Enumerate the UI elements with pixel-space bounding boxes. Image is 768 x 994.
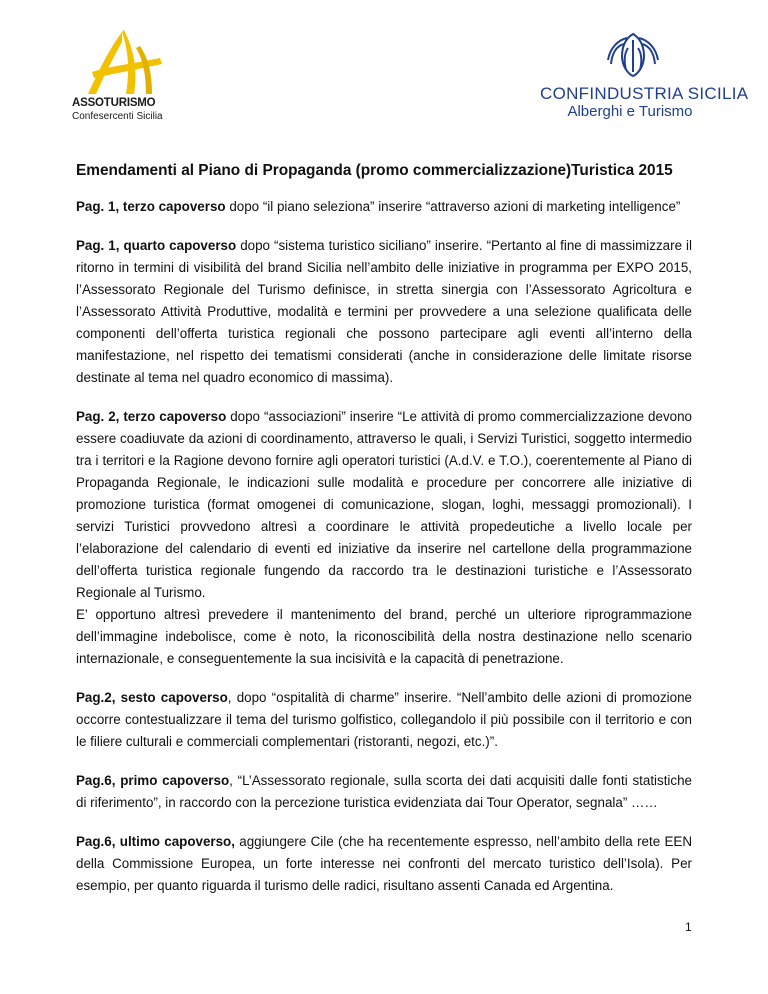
paragraph-lead: Pag. 1, terzo capoverso xyxy=(76,199,226,214)
paragraph-lead: Pag. 2, terzo capoverso xyxy=(76,409,227,424)
paragraph-text: dopo “il piano seleziona” inserire “attraverso azioni di marketing intelligence” xyxy=(225,199,681,214)
paragraph xyxy=(76,687,692,753)
paragraph-lead: Pag.6, ultimo capoverso, xyxy=(76,834,235,849)
paragraph xyxy=(76,770,692,814)
confindustria-name: CONFINDUSTRIA SICILIA xyxy=(540,84,749,103)
paragraph-lead: Pag.2, sesto capoverso xyxy=(76,690,228,705)
paragraph-text: dopo “associazioni” inserire “Le attività di promo commercializzazione devono essere coadiuvate da azioni di coordinamento, attraverso le quali, i Servizi Turistici, soggetto intermedio tra i territori e la Ragione devono fornire agli operatori turistici (A.d.V. e T.O.), coerentemente al Piano di Propaganda Regionale, le indicazioni sulle modalità e procedure per concorrere alle iniziative di promozione turistica (format omogenei di comunicazione, slogan, loghi, messaggi promozionali). I servizi Turistici provvedono altresì a coordinare le attività propedeutiche a livello locale per l’elaborazione del calendario di eventi ed iniziative da inserire nel cartellone della programmazione dell’offerta turistica regionale fungendo da raccordo tra le destinazioni turistiche e l’Assessorato Regionale al Turismo. xyxy=(76,409,692,600)
paragraph xyxy=(76,831,692,897)
assoturismo-logo xyxy=(70,28,200,128)
paragraph xyxy=(76,406,692,604)
paragraph-text: , dopo “ospitalità di charme” inserire. “Nell’ambito delle azioni di promozione occorre contestualizzare il tema del turismo golfistico, collegandolo il più possibile con il territorio e con le filiere culturali e commerciali complementari (ristoranti, negozi, etc.)”. xyxy=(76,690,692,749)
confindustria-logo xyxy=(540,28,749,128)
paragraph-text: , “L’Assessorato regionale, sulla scorta dei dati acquisiti dalle fonti statistiche di riferimento”, in raccordo con la percezione turistica evidenziata dai Tour Operator, segnala” …… xyxy=(76,773,692,810)
paragraph xyxy=(76,196,692,218)
paragraph xyxy=(76,604,692,670)
page-number: 1 xyxy=(685,920,692,934)
trinacria-icon xyxy=(598,28,668,82)
paragraph xyxy=(76,235,692,389)
paragraph-lead: Pag. 1, quarto capoverso xyxy=(76,238,237,253)
assoturismo-logo-icon xyxy=(80,28,170,98)
assoturismo-subtitle: Confesercenti Sicilia xyxy=(72,111,163,122)
document-body xyxy=(76,196,692,914)
document-title: Emendamenti al Piano di Propaganda (promo commercializzazione)Turistica 2015 xyxy=(76,162,673,179)
confindustria-subtitle: Alberghi e Turismo xyxy=(567,103,693,120)
paragraph-text: dopo “sistema turistico siciliano” inserire. “Pertanto al fine di massimizzare il ritorno in termini di visibilità del brand Sicilia nell’ambito delle iniziative in programma per EXPO 2015, l’Assessorato Regionale del Turismo definisce, in stretta sinergia con l’Assessorato Agricoltura e l’Assessorato Attività Produttive, modalità e termini per provvedere a una selezione qualificata delle componenti dell’offerta turistica regionali che possono partecipare agli eventi all’interno della manifestazione, nel rispetto dei tematismi considerati (anche in considerazione delle limitate risorse destinate al tema nel quadro economico di massima). xyxy=(76,238,692,385)
assoturismo-name: ASSOTURISMO xyxy=(72,97,156,109)
paragraph-text: aggiungere Cile (che ha recentemente espresso, nell’ambito della rete EEN della Commissione Europea, un forte interesse nei confronti del mercato turistico dell’Isola). Per esempio, per quanto riguarda il turismo delle radici, risultano assenti Canada ed Argentina. xyxy=(76,834,692,893)
paragraph-text: E’ opportuno altresì prevedere il mantenimento del brand, perché un ulteriore riprogrammazione dell’immagine indebolisce, come è noto, la riconoscibilità della nostra destinazione nello scenario internazionale, e conseguentemente la sua incisività e la capacità di penetrazione. xyxy=(76,607,692,666)
paragraph-lead: Pag.6, primo capoverso xyxy=(76,773,230,788)
